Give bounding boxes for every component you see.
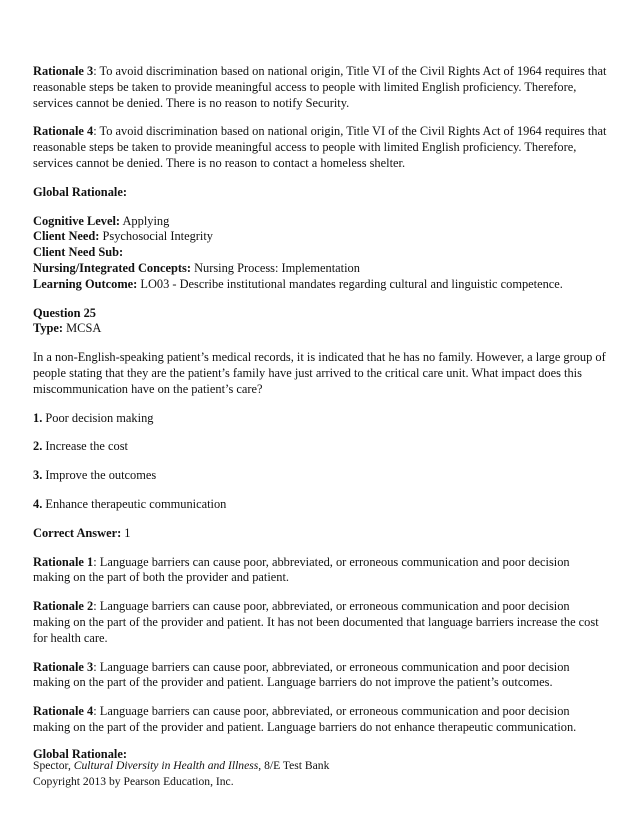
answer-option-3: 3. Improve the outcomes: [33, 468, 157, 483]
answer-option-2: 2. Increase the cost: [33, 439, 128, 454]
rationale-text: : To avoid discrimination based on national origin, Title VI of the Civil Rights Act of 1964 requires that reasonable steps be taken to provide meaningful access to people with limited English proficiency. Therefore, services cannot be denied. There is no reason to contact a homeless shelter.: [33, 124, 607, 170]
correct-answer: Correct Answer: 1: [33, 525, 131, 540]
rationale-3-previous: [33, 64, 608, 111]
question-type: Type: MCSA: [33, 321, 102, 336]
rationale-text: : To avoid discrimination based on national origin, Title VI of the Civil Rights Act of 1964 requires that reasonable steps be taken to provide meaningful access to people with limited English proficiency. Therefore, services cannot be denied. There is no reason to notify Security.: [33, 64, 607, 110]
footer-source: Spector, Cultural Diversity in Health and Illness, 8/E Test Bank: [33, 759, 330, 772]
rationale-4: Rationale 4: Language barriers can cause poor, abbreviated, or erroneous communication and poor decision making on the part of the provider and patient. Language barriers do not enhance therapeutic communication.: [33, 704, 577, 734]
footer-book-title: Cultural Diversity in Health and Illness: [73, 759, 259, 772]
meta-nursing-concepts: Nursing/Integrated Concepts: Nursing Process: Implementation: [33, 260, 360, 275]
document-page: [33, 64, 608, 763]
question-number: Question 25: [33, 305, 96, 320]
rationale-label: Rationale 3: [33, 64, 94, 78]
rationale-2: Rationale 2: Language barriers can cause poor, abbreviated, or erroneous communication and poor decision making on the part of the provider and patient. It has not been documented that language barriers increase the cost for health care.: [33, 599, 599, 645]
global-rationale-heading-previous: Global Rationale:: [33, 184, 127, 199]
answer-option-1: 1. Poor decision making: [33, 410, 154, 425]
meta-client-need-sub: Client Need Sub:: [33, 245, 124, 260]
page-footer: [33, 758, 608, 789]
footer-copyright: Copyright 2013 by Pearson Education, Inc.: [33, 774, 234, 788]
rationale-3: Rationale 3: Language barriers can cause poor, abbreviated, or erroneous communication and poor decision making on the part of the provider and patient. Language barriers do not improve the patient’s outcomes.: [33, 659, 570, 690]
answer-option-4: 4. Enhance therapeutic communication: [33, 496, 227, 511]
meta-learning-outcome: Learning Outcome: LO03 - Describe institutional mandates regarding cultural and linguistic competence.: [33, 276, 563, 291]
rationale-label: Rationale 4: [33, 124, 94, 139]
meta-cognitive-level: Cognitive Level: Applying: [33, 213, 170, 228]
rationale-1: Rationale 1: Language barriers can cause poor, abbreviated, or erroneous communication and poor decision making on the part of both the provider and patient.: [33, 554, 570, 585]
global-rationale-heading: Global Rationale:: [33, 746, 127, 761]
meta-client-need: Client Need: Psychosocial Integrity: [33, 229, 213, 244]
rationale-4-previous: [33, 124, 608, 171]
question-stem: In a non-English-speaking patient’s medical records, it is indicated that he has no family. However, a large group of people stating that they are the patient’s family have just arrived to the critical care unit. What impact does this miscommunication have on the patient’s care?: [33, 350, 606, 396]
